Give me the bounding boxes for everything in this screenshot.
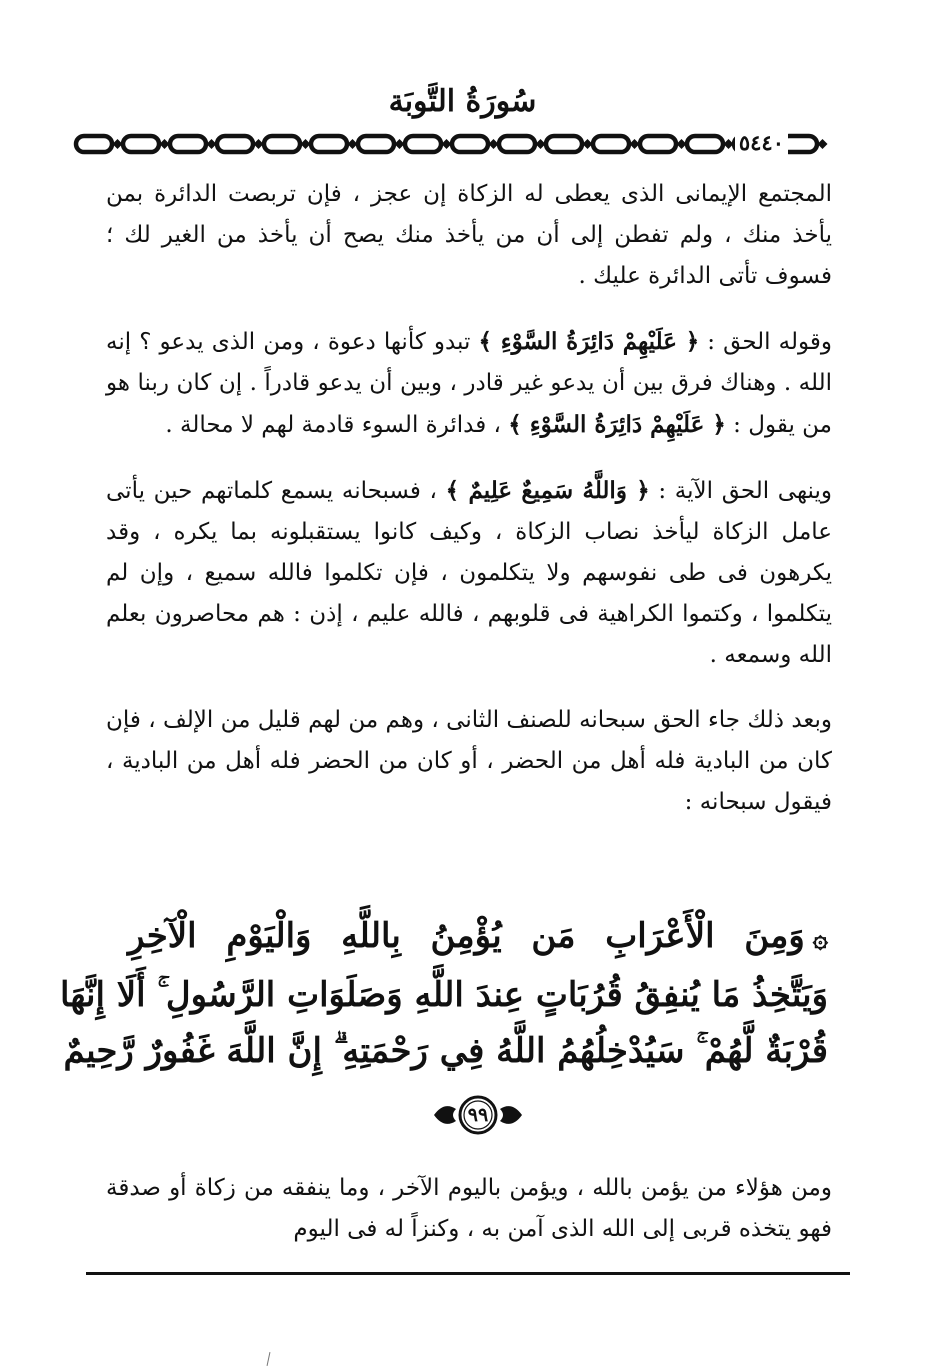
paragraph-3-end: ، فسبحانه يسمع كلماتهم حين يأتى عامل الزكاة ليأخذ نصاب الزكاة ، وكيف كانوا يستقبلونه بما يكره ، وقد يكرهون فى طى نفوسهم ولا يتكلمون ، فإن تكلموا فالله سميع ، وإن لم يتكلموا ، وكتموا الكراهية فى قلوبهم ، فالله عليم ، إذن : هم محاصرون بعلم الله وسمعه .: [106, 478, 832, 668]
header-border: [72, 128, 840, 160]
page-number: ٥٤٤٠: [735, 129, 788, 157]
verse-line-1-text: وَمِنَ الْأَعْرَابِ مَن يُؤْمِنُ بِاللَّهِ وَالْيَوْمِ الْآخِرِ: [128, 916, 805, 956]
quran-quote-2: ﴿ عَلَيْهِمْ دَائِرَةُ السَّوْءِ ﴾: [508, 411, 726, 438]
paragraph-2: [106, 321, 832, 446]
surah-title: سُورَةُ التَّوبَة: [388, 84, 537, 119]
paragraph-3: [106, 470, 832, 676]
footer-rule: [86, 1272, 850, 1275]
verse-end: [128, 1093, 828, 1141]
paragraph-1: المجتمع الإيمانى الذى يعطى له الزكاة إن عجز ، فإن تربصت الدائرة بمن يأخذ منك ، ولم تفطن إلى أن من يأخذ منك يصح أن يأخذ من الغير لك ؛ فسوف تأتى الدائرة عليك .: [106, 181, 832, 289]
paragraph-4: وبعد ذلك جاء الحق سبحانه للصنف الثانى ، وهم من لهم قليل من الإلف ، فإن كان من البادية فله أهل من الحضر ، أو كان من الحضر فله أهل من البادية ، فيقول سبحانه :: [106, 707, 832, 815]
paragraph-3-intro: وينهى الحق الآية :: [649, 478, 832, 504]
paragraph-2-end: ، فدائرة السوء قادمة لهم لا محالة .: [165, 412, 509, 438]
quran-quote-3: ﴿ وَاللَّهُ سَمِيعٌ عَلِيمٌ ﴾: [445, 477, 650, 504]
page-mark: [267, 1352, 271, 1366]
verse-open-ornament-icon: ۞: [812, 924, 828, 954]
verse-line-3: قُرْبَةٌ لَّهُمْ ۚ سَيُدْخِلُهُمُ اللَّهُ فِي رَحْمَتِهِ ۗ إِنَّ اللَّهَ غَفُورٌ رَّحِيمٌ: [63, 1031, 828, 1071]
closing-text: [106, 1168, 832, 1250]
ayah-number: ٩٩: [467, 1104, 489, 1126]
chain-ornament-icon: [72, 128, 840, 160]
ayah-marker: [430, 1093, 526, 1137]
paragraph-2-intro: وقوله الحق :: [699, 329, 832, 355]
paragraph-2-middle: تبدو كأنها دعوة ، ومن الذى يدعو ؟ إنه الله . وهناك فرق بين أن يدعو غير قادر ، وبين أن يدعو قادراً . إن كان ربنا هو من يقول :: [106, 329, 832, 438]
main-text: [106, 174, 832, 823]
quran-quote-1: ﴿ عَلَيْهِمْ دَائِرَةُ السَّوْءِ ﴾: [478, 328, 700, 355]
verse-block: [59, 908, 828, 1141]
verse-line-2: وَيَتَّخِذُ مَا يُنفِقُ قُرُبَاتٍ عِندَ اللَّهِ وَصَلَوَاتِ الرَّسُولِ ۚ أَلَا إِنَّهَا: [59, 975, 828, 1015]
verse-line-1: [128, 908, 828, 967]
closing-paragraph: ومن هؤلاء من يؤمن بالله ، ويؤمن باليوم الآخر ، وما ينفقه من زكاة أو صدقة فهو يتخذه قربى إلى الله الذى آمن به ، وكنزاً له فى اليوم: [106, 1175, 832, 1242]
